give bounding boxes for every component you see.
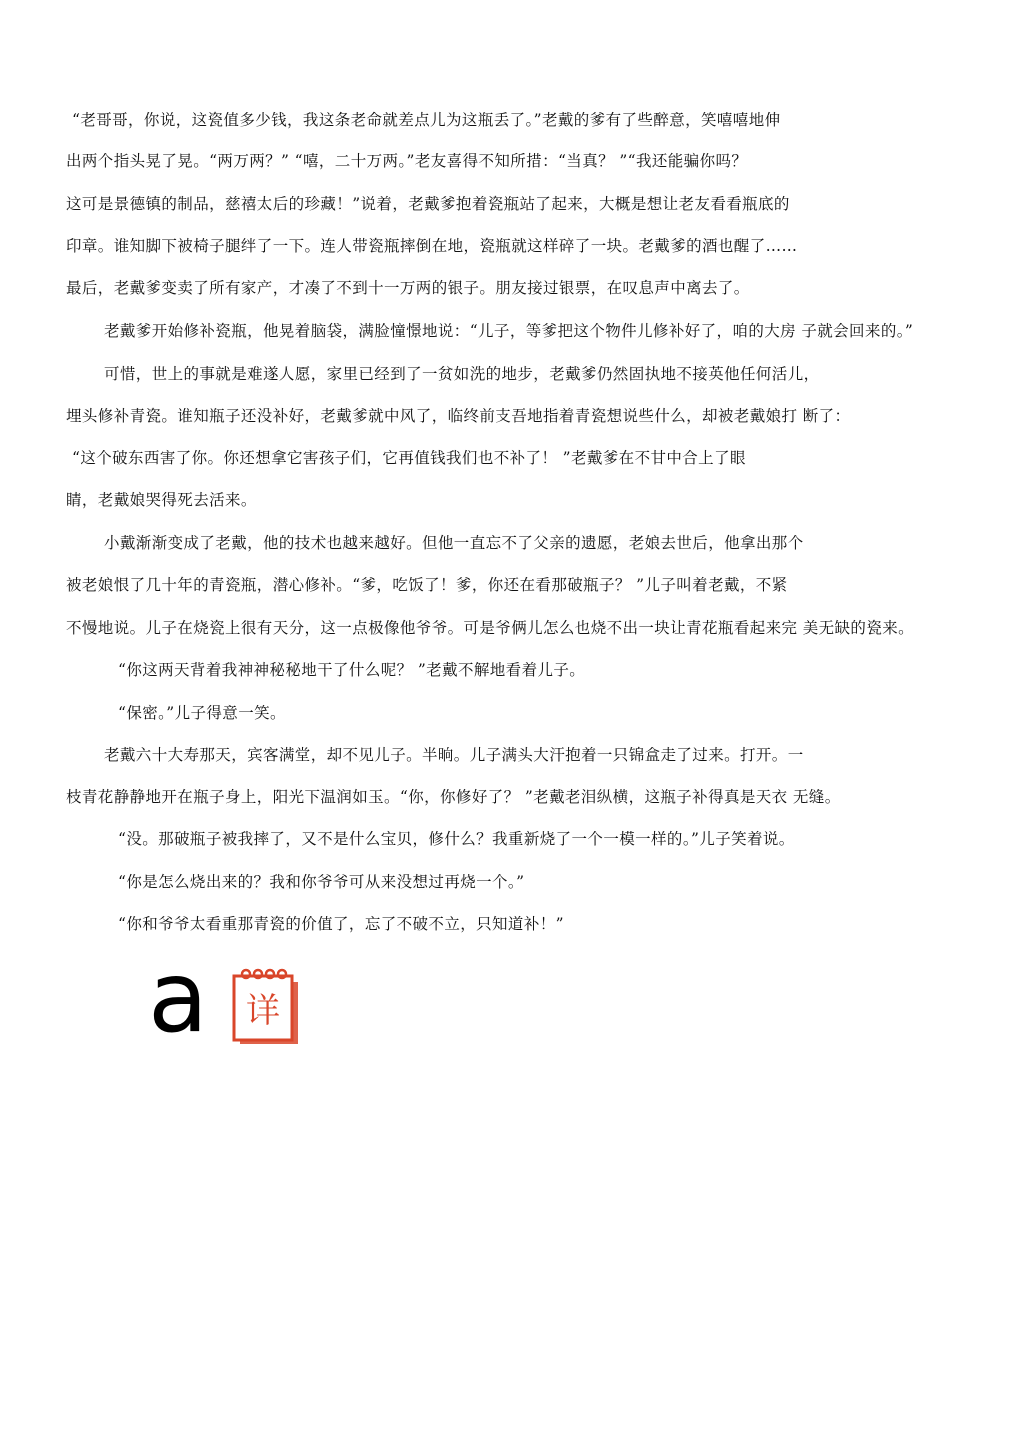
text-line: 出两个指头晃了晃。“两万两？” “嘻，二十万两。”老友喜得不知所措：“当真？ ”“我还能骗你吗？ bbox=[66, 152, 748, 170]
text-line: 最后，老戴爹变卖了所有家产，才凑了不到十一万两的银子。朋友接过银票，在叹息声中离去了。 bbox=[66, 279, 750, 297]
text-line: “保密。”儿子得意一笑。 bbox=[118, 704, 286, 722]
stamp-glyph: 详 bbox=[246, 991, 280, 1031]
logo-letter: a bbox=[148, 941, 209, 1055]
text-line: “老哥哥，你说，这瓷值多少钱，我这条老命就差点儿为这瓶丢了。”老戴的爹有了些醉意，笑嘻嘻地伸 bbox=[72, 111, 781, 129]
text-line: 印章。谁知脚下被椅子腿绊了一下。连人带瓷瓶摔倒在地，瓷瓶就这样碎了一块。老戴爹的酒也醒了…… bbox=[66, 237, 798, 255]
text-line: 不慢地说。儿子在烧瓷上很有天分，这一点极像他爷爷。可是爷俩儿怎么也烧不出一块让青花瓶看起来完 美无缺的瓷来。 bbox=[66, 619, 915, 637]
text-line: 老戴六十大寿那天，宾客满堂，却不见儿子。半晌。儿子满头大汗抱着一只锦盒走了过来。打开。一 bbox=[104, 746, 804, 764]
text-line: “没。那破瓶子被我摔了，又不是什么宝贝，修什么？我重新烧了一个一模一样的。”儿子笑着说。 bbox=[118, 830, 795, 848]
text-line: “你是怎么烧出来的？我和你爷爷可从来没想过再烧一个。” bbox=[118, 873, 525, 891]
text-line: “这个破东西害了你。你还想拿它害孩子们，它再值钱我们也不补了！ ”老戴爹在不甘中合上了眼 bbox=[72, 449, 746, 467]
text-line: 枝青花静静地开在瓶子身上，阳光下温润如玉。“你，你修好了？ ”老戴老泪纵横，这瓶子补得真是天衣 无缝。 bbox=[66, 788, 841, 806]
text-line: “你和爷爷太看重那青瓷的价值了，忘了不破不立，只知道补！” bbox=[118, 915, 564, 933]
text-line: 被老娘恨了几十年的青瓷瓶，潜心修补。“爹，吃饭了！爹，你还在看那破瓶子？ ”儿子叫着老戴，不紧 bbox=[66, 576, 788, 594]
notepad-icon bbox=[228, 966, 300, 1044]
text-line: 老戴爹开始修补瓷瓶，他晃着脑袋，满脸憧憬地说：“儿子，等爹把这个物件儿修补好了，咱的大房 子就会回来的。” bbox=[104, 322, 914, 340]
text-line: 睛，老戴娘哭得死去活来。 bbox=[66, 491, 257, 509]
text-line: 可惜，世上的事就是难遂人愿，家里已经到了一贫如洗的地步，老戴爹仍然固执地不接英他任何活儿， bbox=[104, 365, 820, 383]
text-line: 小戴渐渐变成了老戴，他的技术也越来越好。但他一直忘不了父亲的遗愿，老娘去世后，他拿出那个 bbox=[104, 534, 804, 552]
text-line: “你这两天背着我神神秘秘地干了什么呢？ ”老戴不解地看着儿子。 bbox=[118, 661, 586, 679]
text-line: 埋头修补青瓷。谁知瓶子还没补好，老戴爹就中风了，临终前支吾地指着青瓷想说些什么，却被老戴娘打 断了： bbox=[66, 407, 851, 425]
text-line: 这可是景德镇的制品，慈禧太后的珍藏！”说着，老戴爹抱着瓷瓶站了起来，大概是想让老友看看瓶底的 bbox=[66, 195, 790, 213]
